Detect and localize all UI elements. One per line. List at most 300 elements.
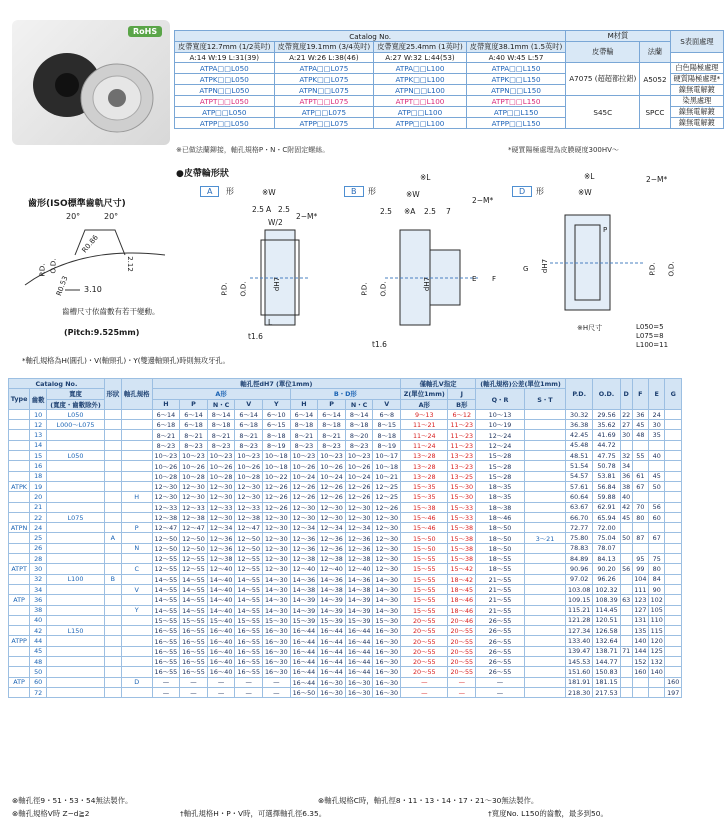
e-cell: 67	[649, 533, 665, 543]
bore-cell: 14〜30	[263, 595, 291, 605]
a-label-w2: W/2	[268, 218, 283, 227]
bore-cell: 12〜38	[345, 554, 373, 564]
surface-value: 鎳無電解鍍	[670, 85, 724, 96]
e-cell: 80	[649, 564, 665, 574]
bore-cell: 16〜44	[290, 646, 318, 656]
bore-cell: 14〜39	[318, 595, 346, 605]
e-cell: 75	[649, 554, 665, 564]
shape-cell	[104, 595, 121, 605]
b-label-pd: P.D.	[360, 282, 369, 296]
spec-cell: V	[121, 584, 152, 594]
bore-col-header: N・C	[207, 399, 235, 409]
catalog-code: ATPP□□L075	[274, 118, 374, 129]
table-row	[9, 657, 682, 667]
bore-cell: 15〜30	[373, 615, 401, 625]
bore-cell: 14〜55	[152, 574, 180, 584]
bore-cell: 12〜36	[290, 533, 318, 543]
f-header: F	[632, 379, 648, 410]
bore-cell: 8〜23	[180, 440, 208, 450]
bore-cell: 12〜55	[235, 564, 263, 574]
bore-cell: 16〜55	[235, 667, 263, 677]
type-cell	[9, 533, 30, 543]
bore-cell: 14〜38	[318, 584, 346, 594]
qr-cell: 10〜19	[476, 420, 525, 430]
width-cell	[47, 461, 105, 471]
keyway-a-cell: 15〜55	[401, 554, 448, 564]
keyway-a-cell: 11〜24	[401, 430, 448, 440]
shape-cell	[104, 646, 121, 656]
f-cell	[632, 687, 648, 697]
bore-cell: 16〜30	[318, 687, 346, 697]
surface-value: 硬質陽極處理*	[670, 74, 724, 85]
e-cell: 140	[649, 667, 665, 677]
qr-cell: 26〜55	[476, 667, 525, 677]
bore-cell: 15〜55	[235, 615, 263, 625]
od-cell: 53.81	[593, 471, 620, 481]
material-value: SPCC	[640, 96, 670, 129]
bore-cell: 10〜23	[207, 451, 235, 461]
spec-cell: H	[121, 492, 152, 502]
g-cell	[665, 502, 682, 512]
qr-cell: 18〜35	[476, 481, 525, 491]
a-label-25a: 2.5	[252, 205, 264, 214]
bore-cell: 10〜26	[290, 461, 318, 471]
bore-cell: 12〜38	[180, 512, 208, 522]
spec-cell	[121, 574, 152, 584]
bore-cell: 6〜14	[152, 409, 180, 419]
qr-cell: 18〜35	[476, 492, 525, 502]
type-cell	[9, 461, 30, 471]
keyway-a-cell: 11〜24	[401, 440, 448, 450]
bore-cell: 16〜55	[152, 657, 180, 667]
bore-cell: 12〜26	[373, 502, 401, 512]
f-cell: 48	[632, 430, 648, 440]
teeth-cell: 24	[30, 523, 47, 533]
bore-cell: 10〜24	[318, 471, 346, 481]
keyway-b-cell: 20〜55	[448, 626, 476, 636]
pd-header: P.D.	[566, 379, 593, 410]
f-cell: 95	[632, 554, 648, 564]
surface-value: 染黑處理	[670, 96, 724, 107]
type-cell: ATP	[9, 677, 30, 687]
bore-cell: 12〜30	[263, 533, 291, 543]
qr-cell: 26〜55	[476, 626, 525, 636]
bore-cell: 16〜30	[373, 626, 401, 636]
bore-cell: 10〜18	[263, 461, 291, 471]
teeth-cell: 30	[30, 564, 47, 574]
table-row	[9, 461, 682, 471]
bore-cell: 10〜22	[263, 471, 291, 481]
shape-cell	[104, 667, 121, 677]
d-cell	[620, 677, 632, 687]
f-cell: 87	[632, 533, 648, 543]
f-cell: 135	[632, 626, 648, 636]
pd-cell: 54.57	[566, 471, 593, 481]
bore-cell: 16〜44	[318, 657, 346, 667]
catalog-code: ATPN□□L150	[466, 85, 565, 96]
bore-cell: 12〜36	[345, 543, 373, 553]
e-cell: 90	[649, 584, 665, 594]
type-cell	[9, 646, 30, 656]
st-cell	[524, 554, 565, 564]
spec-cell	[121, 471, 152, 481]
keyway-b-cell: 15〜33	[448, 512, 476, 522]
shape-cell	[104, 451, 121, 461]
teeth-cell: 72	[30, 687, 47, 697]
bore-cell: 12〜30	[290, 502, 318, 512]
bore-cell: 10〜26	[318, 461, 346, 471]
bore-cell: 10〜26	[180, 461, 208, 471]
width-header: 皮帶寬度25.4mm (1英吋)	[374, 42, 467, 53]
width-header: 皮帶寬度12.7mm (1/2英吋)	[175, 42, 275, 53]
od-cell: 78.07	[593, 543, 620, 553]
e-cell: 132	[649, 657, 665, 667]
footer-note-5: †寬度No. L150的齒數，最多到50。	[488, 809, 608, 818]
b-label-f: F	[492, 275, 497, 283]
tooth-title: 齒形(ISO標準齒軌尺寸)	[28, 199, 126, 209]
bore-cell: 14〜55	[235, 595, 263, 605]
bore-cell: 12〜30	[235, 492, 263, 502]
catalog-code: ATPK□□L050	[175, 74, 275, 85]
pitch-label: (Pitch:9.525mm)	[64, 328, 140, 337]
qr-cell: 15〜28	[476, 461, 525, 471]
bore-cell: 14〜55	[235, 574, 263, 584]
od-cell: 108.39	[593, 595, 620, 605]
bore-cell: 12〜40	[318, 564, 346, 574]
width-cell	[47, 677, 105, 687]
width-cell	[47, 636, 105, 646]
bore-cell: 14〜30	[263, 605, 291, 615]
f-cell: 152	[632, 657, 648, 667]
bore-cell: 12〜26	[263, 502, 291, 512]
g-cell	[665, 584, 682, 594]
st-cell	[524, 523, 565, 533]
pd-cell: 48.51	[566, 451, 593, 461]
shape-header: 形狀	[104, 379, 121, 410]
d-cell	[620, 574, 632, 584]
bore-cell: 8〜18	[263, 430, 291, 440]
tooth-angle-right: 20°	[104, 212, 119, 221]
keyway-b-cell: —	[448, 687, 476, 697]
spec-cell	[121, 687, 152, 697]
keyway-b-cell: 15〜33	[448, 502, 476, 512]
product-photo	[12, 20, 170, 145]
tooth-note: 齒槽尺寸依齒數有若干變動。	[62, 307, 160, 316]
bore-cell: 12〜30	[180, 492, 208, 502]
e-cell: 45	[649, 471, 665, 481]
tooth-profile-diagram	[20, 210, 170, 310]
shape-cell: B	[104, 574, 121, 584]
g-cell	[665, 626, 682, 636]
shape-cell	[104, 605, 121, 615]
catalog-code: ATPN□□L050	[175, 85, 275, 96]
bore-cell: 16〜55	[152, 636, 180, 646]
bore-col-header: H	[152, 399, 180, 409]
bore-cell: 10〜23	[152, 451, 180, 461]
shape-cell	[104, 543, 121, 553]
bore-cell: 16〜30	[373, 687, 401, 697]
bore-cell: 12〜30	[207, 512, 235, 522]
bore-cell: 14〜55	[152, 605, 180, 615]
bore-cell: 14〜36	[318, 574, 346, 584]
pd-cell: 133.40	[566, 636, 593, 646]
pd-cell: 60.64	[566, 492, 593, 502]
catalog-code: ATPA□□L075	[274, 63, 374, 74]
f-cell: 144	[632, 646, 648, 656]
bore-cell: 12〜25	[373, 492, 401, 502]
bore-cell: 10〜24	[345, 471, 373, 481]
pd-cell: 72.77	[566, 523, 593, 533]
width-cell	[47, 605, 105, 615]
g-cell	[665, 615, 682, 625]
e-cell: 24	[649, 409, 665, 419]
d-label-m: 2−M*	[646, 175, 668, 184]
tooth-pd: P.D.	[38, 263, 47, 277]
qr-cell: 26〜55	[476, 657, 525, 667]
type-cell	[9, 667, 30, 677]
st-cell	[524, 657, 565, 667]
od-cell: 59.88	[593, 492, 620, 502]
teeth-cell: 36	[30, 595, 47, 605]
g-cell	[665, 409, 682, 419]
spec-cell	[121, 533, 152, 543]
bore-cell: 8〜14	[345, 409, 373, 419]
d-cell	[620, 687, 632, 697]
teeth-cell: 14	[30, 440, 47, 450]
bore-cell: 12〜30	[373, 554, 401, 564]
g-cell	[665, 646, 682, 656]
bore-cell: 16〜44	[290, 626, 318, 636]
bore-cell: 14〜39	[345, 595, 373, 605]
catalog-code: ATP□□L150	[466, 107, 565, 118]
table-row	[9, 687, 682, 697]
st-cell	[524, 502, 565, 512]
keyway-a-cell: 15〜55	[401, 564, 448, 574]
od-cell: 50.78	[593, 461, 620, 471]
f-cell: 111	[632, 584, 648, 594]
type-cell	[9, 615, 30, 625]
a-label-w: ※W	[262, 188, 276, 197]
od-cell: 126.58	[593, 626, 620, 636]
keyway-b-cell: 13〜23	[448, 451, 476, 461]
b-label-25a: 2.5	[380, 207, 392, 216]
bore-cell: 16〜55	[235, 657, 263, 667]
dims-cell: A:40 W:45 L:57	[466, 53, 565, 63]
spec-cell	[121, 409, 152, 419]
bore-cell: 8〜21	[318, 430, 346, 440]
width-cell	[47, 492, 105, 502]
a-label-pd: P.D.	[220, 282, 229, 296]
teeth-cell: 19	[30, 481, 47, 491]
bore-cell: 8〜19	[373, 440, 401, 450]
bore-cell: 12〜26	[290, 481, 318, 491]
bore-cell: 6〜14	[180, 409, 208, 419]
qr-cell: 15〜28	[476, 471, 525, 481]
width-cell: L150	[47, 626, 105, 636]
d-cell: 36	[622, 472, 631, 481]
bore-cell: 8〜23	[345, 440, 373, 450]
tooth-310: 3.10	[84, 285, 102, 294]
type-cell: ATPN	[9, 523, 30, 533]
qr-header: Q・R	[476, 389, 525, 410]
type-cell: ATPP	[9, 636, 30, 646]
material-col: 法蘭	[640, 42, 670, 63]
pd-cell: 151.60	[566, 667, 593, 677]
keyway-a-cell: 20〜55	[401, 626, 448, 636]
teeth-cell: 12	[30, 420, 47, 430]
bore-cell: 16〜55	[235, 646, 263, 656]
od-cell: 90.20	[593, 564, 620, 574]
teeth-cell: 25	[30, 533, 47, 543]
catalog-code: ATPP□□L150	[466, 118, 565, 129]
bore-cell: 16〜44	[345, 636, 373, 646]
g-cell	[665, 471, 682, 481]
bore-cell: 16〜44	[345, 626, 373, 636]
table-row	[9, 605, 682, 615]
qr-cell: 12〜24	[476, 440, 525, 450]
type-cell	[9, 409, 30, 419]
keyway-b-cell: 18〜45	[448, 584, 476, 594]
bore-cell: 16〜55	[235, 626, 263, 636]
type-cell: ATP	[9, 595, 30, 605]
d-cell: 27	[622, 420, 631, 429]
table-row	[9, 430, 682, 440]
st-cell	[524, 430, 565, 440]
od-cell: 75.04	[593, 533, 620, 543]
e-cell: 125	[649, 646, 665, 656]
bore-cell: 15〜39	[345, 615, 373, 625]
bore-cell: 14〜39	[290, 595, 318, 605]
type-cell	[9, 420, 30, 430]
table-row	[9, 543, 682, 553]
od-cell: 217.53	[593, 687, 620, 697]
type-cell	[9, 543, 30, 553]
teeth-cell: 10	[30, 409, 47, 419]
width-cell	[47, 646, 105, 656]
bore-cell: 6〜14	[290, 409, 318, 419]
bore-cell: 10〜26	[207, 461, 235, 471]
bore-cell: 14〜30	[373, 584, 401, 594]
bore-cell: —	[207, 687, 235, 697]
spec-cell	[121, 667, 152, 677]
bore-cell: 6〜14	[235, 409, 263, 419]
b-label-7: 7	[446, 207, 451, 216]
footer-note-4: †軸孔規格H・P・V時，可選擇軸孔徑6.35。	[180, 809, 327, 818]
a-label-a: A	[266, 205, 272, 214]
bore-cell: 12〜30	[373, 512, 401, 522]
keyway-b-cell: 11〜23	[448, 420, 476, 430]
keyway-b-cell: 15〜38	[448, 533, 476, 543]
f-cell: 160	[632, 667, 648, 677]
teeth-cell: 18	[30, 471, 47, 481]
material-value: A5052	[640, 63, 670, 96]
dims-cell: A:14 W:19 L:31(39)	[175, 53, 275, 63]
e-cell: 30	[649, 420, 665, 430]
bore-cell: 10〜26	[345, 461, 373, 471]
bore-cell: 12〜38	[290, 554, 318, 564]
d-header: D	[620, 379, 632, 410]
bore-cell: 16〜44	[290, 636, 318, 646]
bore-cell: 8〜23	[235, 440, 263, 450]
bore-cell: 14〜55	[180, 605, 208, 615]
bore-cell: 16〜44	[345, 646, 373, 656]
a-label-t16: t1.6	[248, 332, 263, 341]
bore-cell: 12〜55	[235, 554, 263, 564]
bore-cell: 16〜30	[373, 657, 401, 667]
bore-cell: 14〜30	[373, 605, 401, 615]
bore-cell: 16〜44	[318, 667, 346, 677]
g-cell	[665, 574, 682, 584]
width-cell	[47, 471, 105, 481]
bore-cell: 6〜18	[152, 420, 180, 430]
width-cell	[47, 687, 105, 697]
width-cell	[47, 595, 105, 605]
bore-cell: 12〜30	[180, 481, 208, 491]
st-cell	[524, 574, 565, 584]
width-header: 寬度	[47, 389, 105, 399]
bore-cell: 15〜39	[318, 615, 346, 625]
bore-cell: 12〜30	[263, 543, 291, 553]
table-row	[9, 646, 682, 656]
bore-cell: 12〜30	[373, 543, 401, 553]
bore-cell: 12〜36	[345, 533, 373, 543]
bore-cell: 12〜34	[318, 523, 346, 533]
teeth-cell: 28	[30, 554, 47, 564]
bore-cell: 10〜28	[207, 471, 235, 481]
bore-cell: 14〜30	[263, 584, 291, 594]
type-cell	[9, 451, 30, 461]
od-cell: 120.51	[593, 615, 620, 625]
keyway-a-cell: 20〜55	[401, 615, 448, 625]
shape-cell	[104, 554, 121, 564]
bore-cell: 12〜36	[207, 533, 235, 543]
bore-cell: 12〜36	[318, 543, 346, 553]
d-cell: 40	[622, 492, 631, 501]
g-cell	[665, 657, 682, 667]
d-label-pd: P.D.	[648, 262, 657, 276]
shape-cell	[104, 584, 121, 594]
g-header: G	[665, 379, 682, 410]
type-cell	[9, 512, 30, 522]
bore-cell: 16〜30	[373, 636, 401, 646]
bore-cell: 14〜30	[373, 595, 401, 605]
shape-cell: A	[104, 533, 121, 543]
bore-cell: 8〜18	[207, 420, 235, 430]
type-cell	[9, 471, 30, 481]
type-d-drawing	[545, 195, 655, 320]
type-cell	[9, 626, 30, 636]
width-cell	[47, 657, 105, 667]
bore-cell: 12〜30	[152, 492, 180, 502]
pd-cell: 63.67	[566, 502, 593, 512]
b-label-w: ※W	[406, 190, 420, 199]
bore-cell: 14〜40	[207, 584, 235, 594]
g-cell: 160	[665, 677, 682, 687]
d-cell: 50	[622, 534, 631, 543]
width-cell: L100	[47, 574, 105, 584]
keyway-a-cell: 15〜50	[401, 533, 448, 543]
bore-cell: 14〜55	[180, 595, 208, 605]
keyway-b-cell: 20〜55	[448, 646, 476, 656]
qr-cell: 26〜55	[476, 615, 525, 625]
e-cell: 120	[649, 636, 665, 646]
a-label-25b: 2.5	[278, 205, 290, 214]
keyway-b-cell: 18〜46	[448, 595, 476, 605]
bore-cell: 6〜18	[180, 420, 208, 430]
teeth-cell: 60	[30, 677, 47, 687]
f-cell	[632, 461, 648, 471]
bore-cell: 16〜55	[152, 626, 180, 636]
